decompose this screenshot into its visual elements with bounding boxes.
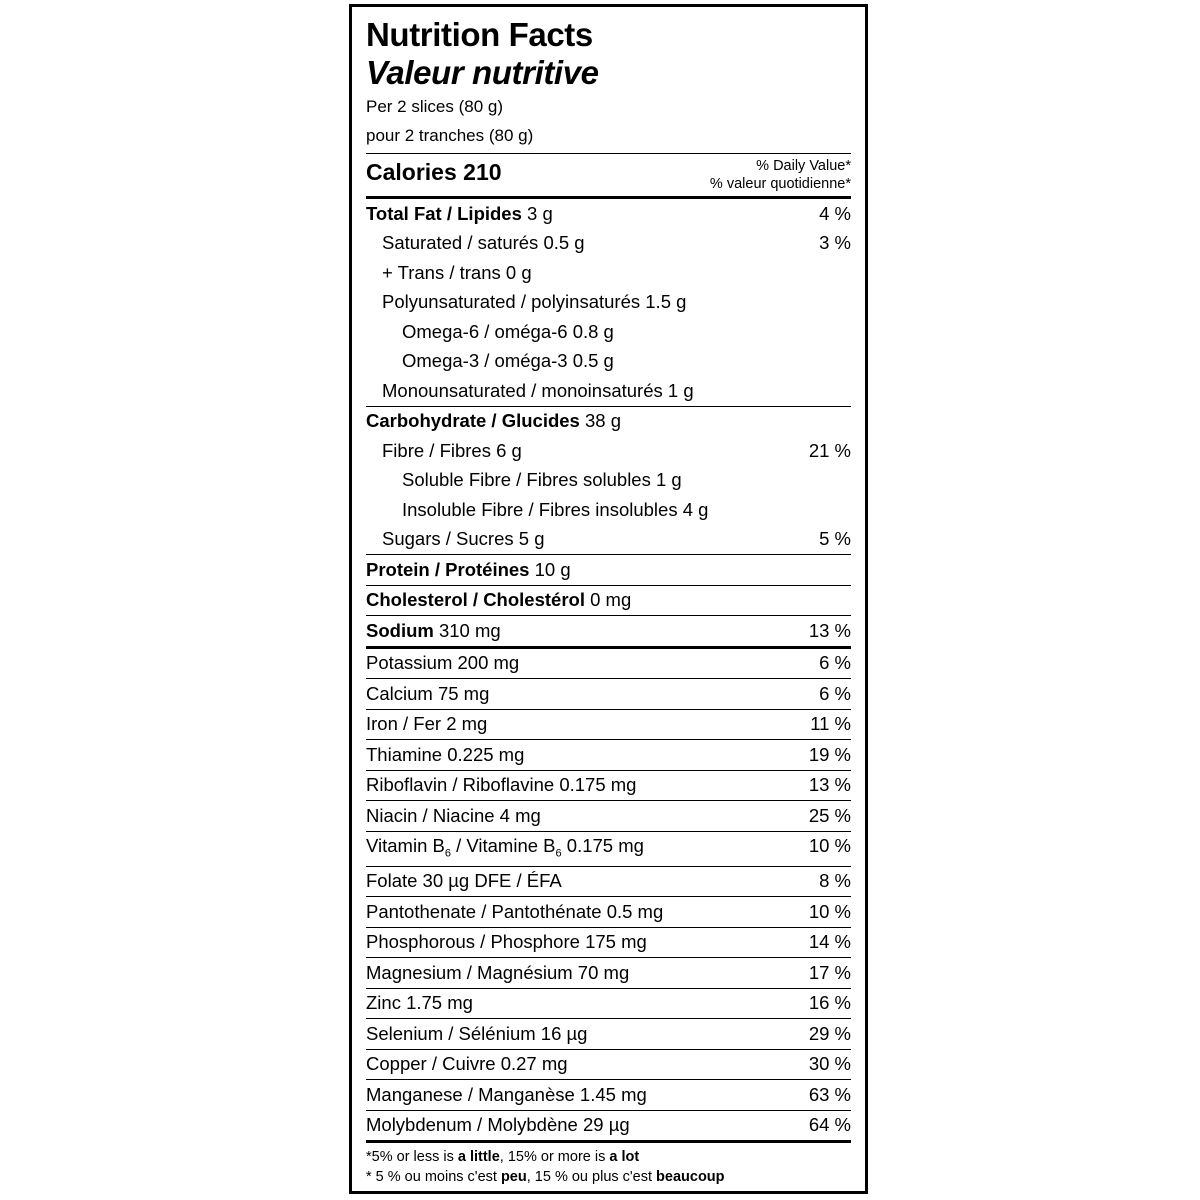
row-protein (366, 555, 851, 585)
nutrient-name-phosphorous: Phosphorous / Phosphore 175 mg (366, 931, 647, 953)
nutrient-amount-trans: 0 g (505, 261, 532, 283)
nutrient-name-fat: Total Fat / Lipides (366, 202, 522, 224)
row-total-fat (366, 199, 851, 229)
nutrient-dv-magnesium: 17 % (808, 961, 851, 983)
nutrient-name-selenium: Selenium / Sélénium 16 µg (366, 1022, 588, 1044)
nutrient-name-calcium: Calcium 75 mg (366, 682, 490, 704)
nutrient-dv-selenium: 29 % (808, 1022, 851, 1044)
nutrient-name-sugars: Sugars / Sucres (382, 528, 514, 550)
nutrient-dv-calcium: 6 % (819, 682, 851, 704)
nutrient-amount-fibre: 6 g (496, 439, 522, 461)
row-insoluble-fibre (366, 495, 851, 525)
nutrient-name-monounsaturated: Monounsaturated / monoinsaturés (382, 379, 663, 401)
nutrient-name-vitamin-b6-sub: 6 (444, 848, 451, 861)
row-carbohydrate (366, 407, 851, 437)
nutrient-dv-niacin: 25 % (808, 804, 851, 826)
nutrient-name-manganese: Manganese / Manganèse 1.45 mg (366, 1083, 647, 1105)
nutrient-dv-manganese: 63 % (808, 1083, 851, 1105)
nutrient-dv-riboflavin: 13 % (808, 774, 851, 796)
nutrient-amount-fat: 3 g (527, 202, 553, 224)
nutrient-name-potassium: Potassium 200 mg (366, 652, 520, 674)
row-manganese (366, 1080, 851, 1110)
nutrient-amount-soluble-fibre: 1 g (655, 469, 682, 491)
row-saturated-fat (366, 229, 851, 259)
nutrient-name-vitamin-b6-mid: / Vitamine B (450, 835, 556, 857)
row-riboflavin (366, 771, 851, 801)
nutrient-dv-phosphorous: 14 % (808, 931, 851, 953)
nutrient-name-niacin: Niacin / Niacine 4 mg (366, 804, 541, 826)
row-soluble-fibre (366, 466, 851, 496)
row-pantothenate (366, 897, 851, 927)
row-polyunsaturated (366, 288, 851, 318)
nutrient-name-protein: Protein / Protéines (366, 558, 530, 580)
nutrient-amount-saturated: 0.5 g (543, 232, 585, 254)
nutrient-name-omega6: Omega-6 / oméga-6 (402, 320, 568, 342)
footnote-fr (366, 1168, 851, 1188)
row-potassium (366, 649, 851, 679)
nutrient-name-riboflavin: Riboflavin / Riboflavine 0.175 mg (366, 774, 637, 796)
row-thiamine (366, 740, 851, 770)
row-niacin (366, 801, 851, 831)
daily-value-header-en: % Daily Value* (756, 158, 851, 175)
nutrient-amount-cholesterol: 0 mg (590, 589, 632, 611)
row-iron (366, 710, 851, 740)
nutrient-name-zinc: Zinc 1.75 mg (366, 992, 473, 1014)
nutrient-name-trans: + Trans / trans (382, 261, 501, 283)
page-title-french: Valeur nutritive (366, 53, 599, 91)
nutrient-dv-copper: 30 % (808, 1053, 851, 1075)
row-zinc (366, 989, 851, 1019)
nutrient-name-carbohydrate: Carbohydrate / Glucides (366, 410, 580, 432)
nutrient-dv-sodium: 13 % (808, 619, 851, 641)
nutrient-name-sodium: Sodium (366, 619, 434, 641)
row-omega-3 (366, 347, 851, 377)
row-fibre (366, 436, 851, 466)
nutrient-amount-insoluble-fibre: 4 g (682, 498, 709, 520)
nutrient-name-iron: Iron / Fer 2 mg (366, 713, 488, 735)
page-title: Nutrition Facts (366, 16, 593, 53)
nutrient-amount-protein: 10 g (534, 558, 571, 580)
nutrient-name-polyunsaturated: Polyunsaturated / polyinsaturés (382, 291, 641, 313)
nutrient-dv-zinc: 16 % (808, 992, 851, 1014)
nutrient-amount-vitamin-b6: 0.175 mg (561, 835, 644, 857)
nutrient-dv-pantothenate: 10 % (808, 900, 851, 922)
nutrient-dv-potassium: 6 % (819, 652, 851, 674)
nutrient-amount-polyunsaturated: 1.5 g (645, 291, 687, 313)
row-sodium (366, 616, 851, 646)
nutrient-name-omega3: Omega-3 / oméga-3 (402, 350, 568, 372)
footnote-en (366, 1148, 851, 1168)
row-monounsaturated (366, 376, 851, 406)
nutrient-amount-carbohydrate: 38 g (584, 410, 621, 432)
footnote-fr-bold-1: peu (500, 1168, 527, 1185)
row-folate (366, 867, 851, 897)
nutrient-dv-fibre: 21 % (808, 439, 851, 461)
nutrient-amount-sugars: 5 g (518, 528, 545, 550)
calories-label: Calories 210 (366, 159, 502, 186)
nutrition-facts-panel (349, 4, 868, 1194)
footnote-fr-mid: , 15 % ou plus c'est (526, 1168, 657, 1185)
nutrient-dv-thiamine: 19 % (808, 743, 851, 765)
footnote-fr-bold-2: beaucoup (656, 1168, 725, 1185)
nutrient-name-insoluble-fibre: Insoluble Fibre / Fibres insolubles (402, 498, 678, 520)
nutrient-name-vitamin-b6-pre: Vitamin B (366, 835, 445, 857)
nutrient-dv-vitamin-b6: 10 % (808, 835, 851, 857)
footnote (366, 1143, 851, 1187)
row-calcium (366, 679, 851, 709)
row-omega-6 (366, 317, 851, 347)
serving-size-fr: pour 2 tranches (80 g) (366, 125, 534, 145)
row-molybdenum (366, 1111, 851, 1141)
nutrient-dv-saturated: 3 % (819, 232, 851, 254)
row-magnesium (366, 958, 851, 988)
nutrient-name-saturated: Saturated / saturés (382, 232, 539, 254)
row-cholesterol (366, 586, 851, 616)
row-sugars (366, 525, 851, 555)
nutrient-dv-folate: 8 % (819, 870, 851, 892)
row-vitamin-b6 (366, 832, 851, 866)
nutrient-amount-monounsaturated: 1 g (667, 379, 694, 401)
nutrient-dv-iron: 11 % (810, 713, 851, 735)
nutrient-dv-fat: 4 % (819, 202, 851, 224)
row-copper (366, 1050, 851, 1080)
footnote-en-bold-2: a lot (609, 1149, 640, 1166)
nutrient-amount-sodium: 310 mg (438, 619, 501, 641)
nutrient-name-magnesium: Magnesium / Magnésium 70 mg (366, 961, 630, 983)
row-phosphorous (366, 928, 851, 958)
footnote-en-bold-1: a little (457, 1149, 500, 1166)
nutrient-dv-sugars: 5 % (819, 528, 851, 550)
nutrient-name-soluble-fibre: Soluble Fibre / Fibres solubles (402, 469, 651, 491)
footnote-en-pre: *5% or less is (366, 1149, 458, 1166)
nutrient-name-vitamin-b6-sub2: 6 (555, 848, 562, 861)
footnote-fr-pre: * 5 % ou moins c'est (366, 1168, 501, 1185)
nutrient-name-pantothenate: Pantothenate / Pantothénate 0.5 mg (366, 900, 664, 922)
row-selenium (366, 1019, 851, 1049)
nutrient-name-thiamine: Thiamine 0.225 mg (366, 743, 525, 765)
nutrient-name-copper: Copper / Cuivre 0.27 mg (366, 1053, 568, 1075)
nutrient-amount-omega6: 0.8 g (572, 320, 614, 342)
nutrient-name-molybdenum: Molybdenum / Molybdène 29 µg (366, 1114, 630, 1136)
serving-size-en: Per 2 slices (80 g) (366, 97, 503, 117)
nutrient-dv-molybdenum: 64 % (808, 1114, 851, 1136)
nutrient-amount-omega3: 0.5 g (572, 350, 614, 372)
footnote-en-mid: , 15% or more is (499, 1149, 610, 1166)
nutrient-name-fibre: Fibre / Fibres (382, 439, 491, 461)
row-trans-fat (366, 258, 851, 288)
nutrient-name-folate: Folate 30 µg DFE / ÉFA (366, 870, 562, 892)
nutrient-name-cholesterol: Cholesterol / Cholestérol (366, 589, 585, 611)
daily-value-header-fr: % valeur quotidienne* (709, 176, 851, 193)
